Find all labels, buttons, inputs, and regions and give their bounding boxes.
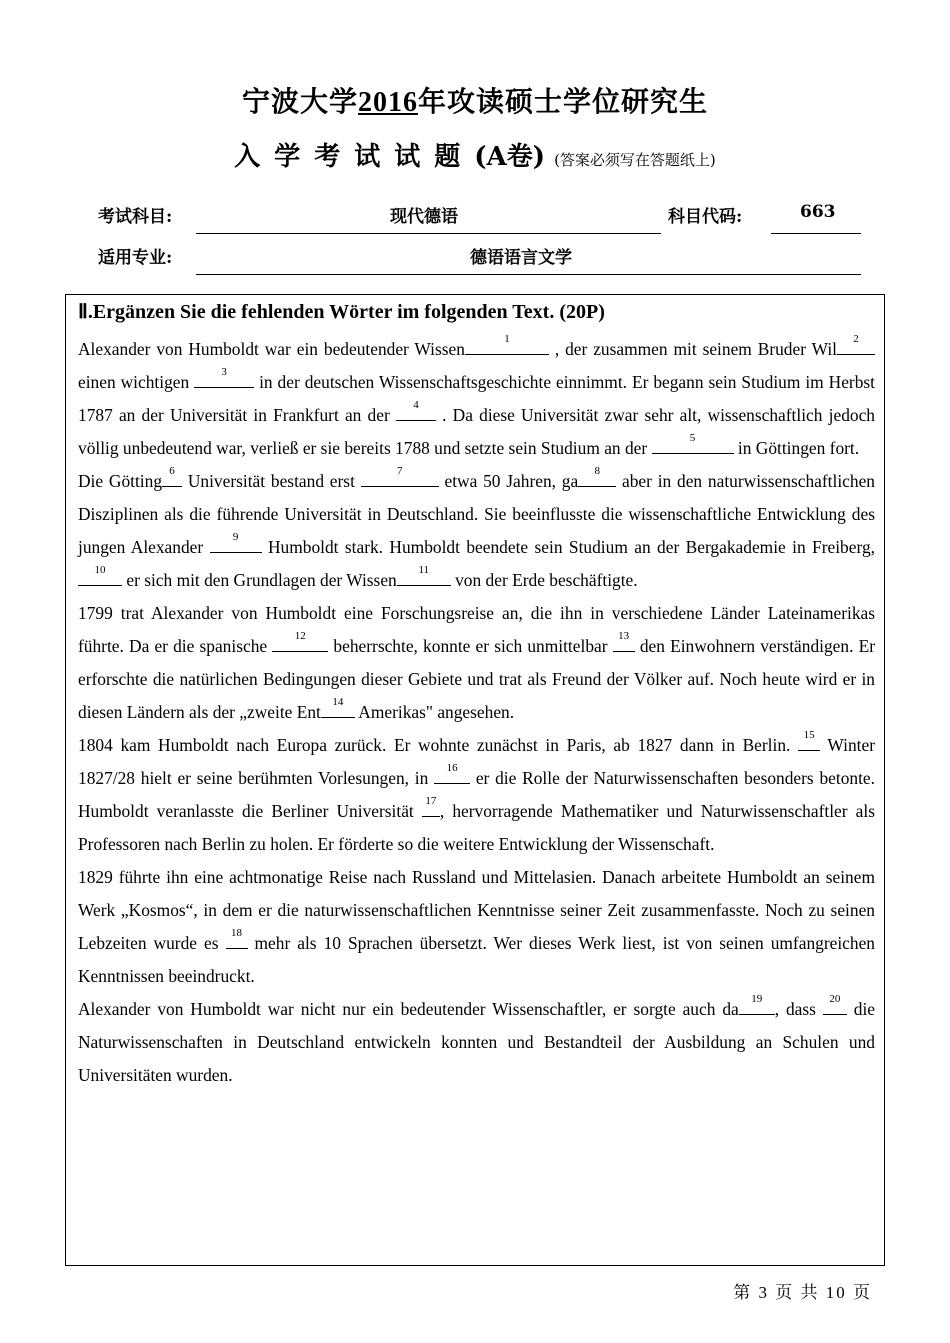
blank-1[interactable] [465,333,549,355]
blank-number: 13 [618,630,630,642]
page-number: 第 3 页 共 10 页 [733,1283,872,1302]
blank-number: 6 [169,465,175,477]
text-segment: 1804 kam Humboldt nach Europa zurück. Er wohnte zunächst in Paris, ab 1827 dann in Berlin. [78,735,799,755]
text-segment: Alexander von Humboldt war nicht nur ein bedeutender Wissenschaftler, er sorgte auch da [78,999,739,1019]
blank-8[interactable] [578,465,616,487]
code-label: 科目代码: [668,207,743,227]
blank-2[interactable] [837,333,875,355]
text-segment: . Da diese Universität zwar sehr alt, wissenschaftlich jedoch völlig unbedeutend war, verließ er sie bereits 1788 und setzte sein Studium an der [78,405,875,458]
paragraph-5 [78,861,875,993]
title-year: 2016 [358,87,418,118]
text-segment: Winter 1827/28 hielt er seine berühmten Vorlesungen, in [78,735,875,788]
subtitle-note: (答案必须写在答题纸上) [554,151,716,169]
text-segment: etwa 50 Jahren, ga [438,471,579,491]
text-segment: er sich mit den Grundlagen der Wissen [122,570,397,590]
text-segment: aber in den naturwissenschaftlichen Disziplinen als die führende Universität in Deutschland. Sie beeinflusste die wissenschaftliche Entwicklung des jungen Alexander [78,471,876,557]
code-underline [771,233,861,234]
paragraph-3 [78,597,875,729]
blank-number: 18 [231,927,243,939]
blank-number: 9 [232,531,239,543]
text-segment: , hervorragende Mathematiker und Naturwissenschaftler als Professoren nach Berlin zu holen. Er förderte so die weitere Entwicklung der Wissenschaft. [78,801,875,854]
cloze-text [78,333,875,1092]
blank-number: 14 [332,696,344,708]
major-underline [196,274,861,275]
code-value: 663 [800,202,836,222]
text-segment: Alexander von Humboldt war ein bedeutender Wissen [78,339,465,359]
blank-number: 7 [396,465,403,477]
exam-subtitle [0,136,950,173]
blank-number: 19 [751,993,763,1005]
blank-number: 17 [425,795,437,807]
blank-12[interactable] [272,630,328,652]
text-segment: mehr als 10 Sprachen übersetzt. Wer dieses Werk liest, ist von seinen umfangreichen Kenntnissen beeindruckt. [78,933,875,986]
blank-number: 3 [221,366,227,378]
text-segment: Universität bestand erst [182,471,361,491]
blank-17[interactable] [422,795,440,817]
text-segment: die Naturwissenschaften in Deutschland entwickeln konnten und Bestandteil der Ausbildung an Schulen und Universitäten wurden. [78,999,875,1085]
blank-4[interactable] [396,399,436,421]
blank-number: 12 [294,630,306,642]
text-segment: , dass [774,999,823,1019]
blank-number: 20 [829,993,841,1005]
blank-13[interactable] [613,630,635,652]
text-segment: 1829 führte ihn eine achtmonatige Reise nach Russland und Mittelasien. Danach arbeitete Humboldt an seinem Werk „Kosmos“, in dem er die naturwissenschaftlichen Kenntnisse seiner Zeit zusammenfasste. Noch zu seinen Lebzeiten wurde es [78,867,875,953]
text-segment: Die Götting [78,471,163,491]
paragraph-6 [78,993,875,1092]
text-segment: , der zusammen mit seinem Bruder Wil [548,339,837,359]
text-segment: in der deutschen Wissenschaftsgeschichte einnimmt. Er begann sein Studium im Herbst 1787 an der Universität in Frankfurt an der [78,372,875,425]
blank-number: 16 [446,762,458,774]
title-university: 宁波大学 [241,85,358,118]
blank-number: 5 [689,432,696,444]
subject-label: 考试科目: [98,207,173,227]
text-segment: Amerikas" angesehen. [354,702,515,722]
text-segment: 1799 trat Alexander von Humboldt eine Forschungsreise an, die ihn in verschiedene Länder Lateinamerikas führte. Da er die spanische [78,603,875,656]
blank-19[interactable] [739,993,775,1015]
blank-14[interactable] [321,696,355,718]
blank-5[interactable] [652,432,734,454]
subtitle-main: 入学考试试题 [234,142,475,172]
blank-number: 1 [504,333,510,345]
text-segment: einen wichtigen [78,372,195,392]
blank-16[interactable] [434,762,470,784]
blank-6[interactable] [162,465,182,487]
text-segment: den Einwohnern verständigen. Er erforschte die natürlichen Bedingungen dieser Gebiete und trat als Freund der Völker auf. Noch heute wird er in diesen Ländern als der „zweite Ent [78,636,875,722]
text-segment: von der Erde beschäftigte. [450,570,638,590]
subject-underline [196,233,661,234]
blank-7[interactable] [361,465,439,487]
blank-number: 11 [418,564,430,576]
text-segment: er die Rolle der Naturwissenschaften besonders betonte. Humboldt veranlasste die Berliner Universität [78,768,876,821]
blank-number: 10 [94,564,106,576]
blank-number: 2 [853,333,859,345]
blank-number: 15 [803,729,815,741]
paragraph-1 [78,333,875,465]
blank-3[interactable] [194,366,254,388]
subtitle-paper: (A卷) [474,142,545,172]
blank-20[interactable] [823,993,847,1015]
major-value: 德语语言文学 [470,248,572,268]
title-program: 年攻读硕士学位研究生 [418,85,709,118]
blank-9[interactable] [210,531,262,553]
blank-number: 4 [413,399,419,411]
exam-title [0,80,950,120]
major-label: 适用专业: [98,248,173,268]
text-segment: in Göttingen fort. [733,438,860,458]
question-box [65,294,885,1266]
subject-value: 现代德语 [390,207,458,227]
paragraph-4 [78,729,875,861]
section-heading: Ⅱ.Ergänzen Sie die fehlenden Wörter im folgenden Text. (20P) [78,301,605,323]
blank-18[interactable] [226,927,248,949]
blank-number: 8 [594,465,600,477]
blank-10[interactable] [78,564,122,586]
paragraph-2 [78,465,875,597]
text-segment: Humboldt stark. Humboldt beendete sein Studium an der Bergakademie in Freiberg, [261,537,875,557]
text-segment: beherrschte, konnte er sich unmittelbar [328,636,613,656]
blank-11[interactable] [397,564,451,586]
blank-15[interactable] [798,729,820,751]
